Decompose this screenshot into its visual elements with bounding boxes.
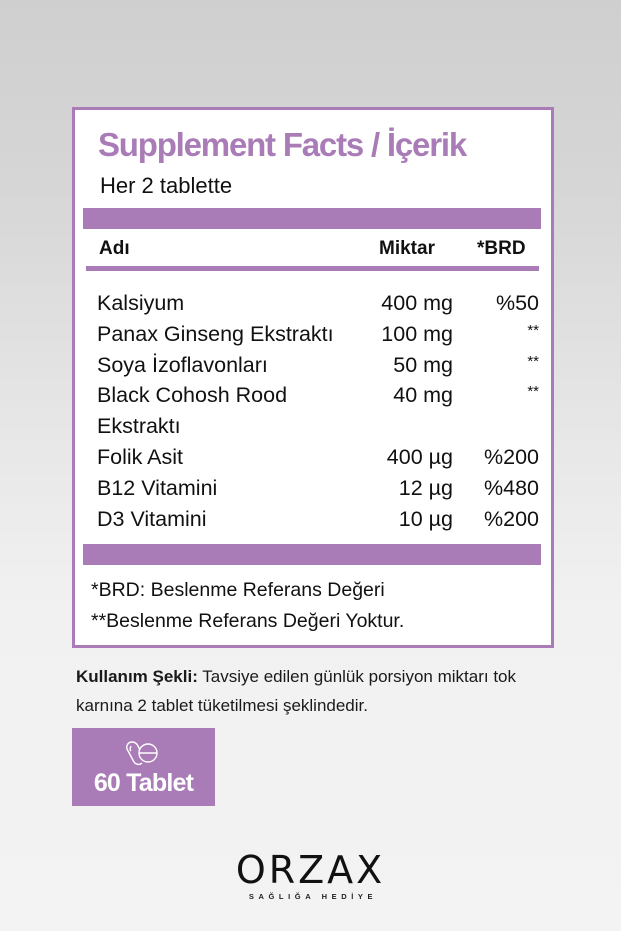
ingredient-brd: %200: [484, 506, 539, 531]
footer-bar: [83, 544, 541, 565]
ingredient-amount: 400 µg: [386, 444, 453, 469]
ingredient-brd: %50: [495, 291, 539, 315]
usage-text: Tavsiye edilen günlük porsiyon miktarı tok karnına 2 tablet tüketilmesi şeklindedir.: [76, 667, 516, 715]
ingredient-brd: **: [527, 383, 539, 401]
ingredient-amount: 10 µg: [398, 506, 453, 531]
header-divider: [86, 266, 539, 271]
ingredient-name: Kalsiyum: [97, 291, 185, 315]
column-header-amount: Miktar: [379, 238, 435, 259]
column-header-brd: *BRD: [477, 238, 526, 259]
ingredient-name: Folik Asit: [97, 444, 184, 469]
table-row: [75, 473, 551, 504]
ingredient-amount: 100 mg: [381, 321, 453, 346]
ingredient-amount: 400 mg: [381, 291, 453, 315]
brand-logo: [0, 850, 621, 901]
panel-title: Supplement Facts / İçerik: [98, 126, 466, 163]
ingredient-name: Black Cohosh Rood: [97, 383, 288, 408]
footnote-brd: *BRD: Beslenme Referans Değeri: [91, 579, 385, 601]
ingredient-amount: 40 mg: [393, 383, 453, 408]
brand-name: ORZAX: [235, 848, 386, 892]
panel-subtitle: Her 2 tablette: [100, 173, 233, 198]
ingredient-name: B12 Vitamini: [97, 475, 218, 500]
ingredient-brd: %200: [484, 444, 539, 469]
column-header-name: Adı: [99, 238, 130, 259]
footnote-no-brd: **Beslenme Referans Değeri Yoktur.: [91, 610, 405, 632]
usage-label: Kullanım Şekli:: [76, 667, 198, 686]
tablet-count-badge: [72, 728, 215, 806]
ingredient-name: D3 Vitamini: [97, 506, 207, 531]
table-row: [75, 504, 551, 535]
ingredient-name: Panax Ginseng Ekstraktı: [97, 321, 334, 346]
table-row: [75, 288, 551, 319]
brand-tagline: SAĞLIĞA HEDİYE: [248, 892, 378, 901]
pill-icon: [124, 738, 164, 768]
ingredient-amount: 12 µg: [398, 475, 453, 500]
supplement-facts-panel: [72, 107, 554, 648]
footnotes: [91, 575, 404, 637]
ingredient-brd: **: [527, 352, 539, 370]
facts-table: [75, 288, 551, 534]
ingredient-name: Soya İzoflavonları: [97, 352, 268, 377]
ingredient-brd: %480: [484, 475, 539, 500]
ingredient-brd: **: [527, 321, 539, 339]
table-row: [75, 411, 551, 442]
table-row: [75, 319, 551, 350]
table-row: [75, 442, 551, 473]
usage-instructions: [76, 662, 556, 720]
table-row: [75, 380, 551, 411]
tablet-count-label: 60 Tablet: [93, 769, 194, 797]
header-bar: [83, 208, 541, 229]
table-row: [75, 350, 551, 381]
ingredient-name: Ekstraktı: [97, 414, 181, 439]
ingredient-amount: 50 mg: [393, 352, 453, 377]
